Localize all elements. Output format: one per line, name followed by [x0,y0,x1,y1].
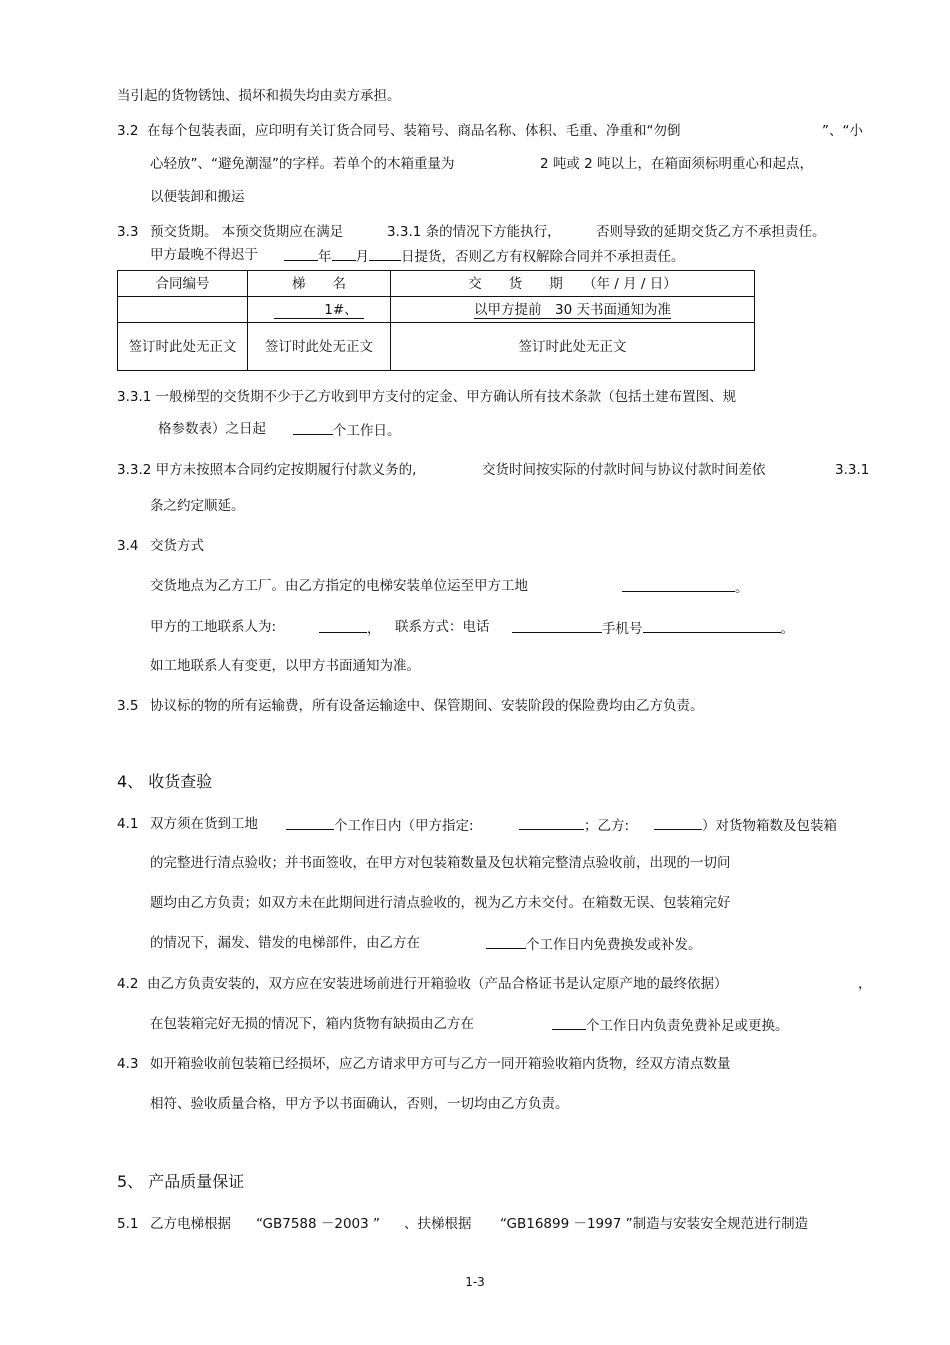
table-cell: 签订时此处无正文 [391,323,755,371]
party-b-blank[interactable] [654,815,702,830]
party-a-blank[interactable] [519,815,584,830]
section-heading: 4、 收货查验 [117,772,213,791]
table-header-cell: 梯 名 [248,271,391,297]
workdays-blank[interactable] [552,1015,586,1030]
paragraph-line: 个工作日内免费换发或补发。 [486,934,702,954]
paragraph-line: ， [319,618,381,638]
table-cell: 签订时此处无正文 [248,323,391,371]
clause-4-1: 4.1 [117,816,139,832]
site-address-blank[interactable] [622,577,735,592]
paragraph-line: 题均由乙方负责；如双方未在此期间进行清点验收的，视为乙方未交付。在箱数无误、包装箱完好 [150,895,731,911]
clause-4-2: 4.2 [117,976,139,992]
date-fields: 年 月 日提货，否则乙方有权解除合同并不承担责任。 [284,246,685,266]
table-cell [118,297,248,323]
paragraph-line: 个工作日。 [293,420,401,440]
day-blank[interactable] [369,246,401,261]
clause-3-4: 3.4 [117,538,139,554]
paragraph-line: 协议标的物的所有运输费，所有设备运输途中、保管期间、安装阶段的保险费均由乙方负责。 [150,698,704,714]
workdays-blank[interactable] [286,815,334,830]
paragraph-line: 乙方电梯根据 [150,1216,231,1232]
paragraph-line: 个工作日内（甲方指定: [286,815,474,835]
paragraph-line: 否则导致的延期交货乙方不承担责任。 [596,224,826,240]
paragraph-line: 2 吨或 2 吨以上，在箱面须标明重心和起点， [540,156,814,172]
delivery-table [117,270,755,371]
clause-3-3-2: 3.3.2 甲方未按照本合同约定按期履行付款义务的, [117,462,417,478]
paragraph-line: ）对货物箱数及包装箱 [654,815,837,835]
clause-number: 3.2 [117,123,139,139]
table-cell: 签订时此处无正文 [118,323,248,371]
clause-3-2-text: 在每个包装表面，应印明有关订货合同号、装箱号、商品名称、体积、毛重、净重和“勿倒 [147,123,681,139]
paragraph-line: “GB16899 －1997 ”制造与安装安全规范进行制造 [500,1216,809,1232]
paragraph-line: 当引起的货物锈蚀、损坏和损失均由卖方承担。 [117,88,401,104]
paragraph-line: 。 [622,577,749,597]
table-cell: 1#、 [248,297,391,323]
paragraph-line: 个工作日内负责免费补足或更换。 [552,1015,789,1035]
paragraph-line: 以便装卸和搬运 [150,189,245,205]
paragraph-line: 3.3.1 [835,462,870,478]
table-cell: 以甲方提前 30 天书面通知为准 [391,297,755,323]
table-row [118,297,755,323]
paragraph-line: ， [858,976,872,992]
paragraph-line: 、扶梯根据 [404,1216,472,1232]
table-header-cell: 合同编号 [118,271,248,297]
paragraph-line: 格参数表）之日起 [158,421,266,437]
paragraph-line: 3.3.1 条的情况下方能执行， [387,224,561,240]
paragraph-line: “GB7588 －2003 ” [256,1216,381,1232]
clause-3-3-1: 3.3.1 一般梯型的交货期不少于乙方收到甲方支付的定金、甲方确认所有技术条款（包括土建布置图、规 [117,389,737,405]
paragraph-line: 的完整进行清点验收；并书面签收，在甲方对包装箱数量及包状箱完整清点验收前，出现的一切问 [150,855,731,871]
workdays-blank[interactable] [486,934,526,949]
clause-3-2 [117,122,138,140]
paragraph-line: 预交货期。 本预交货期应在满足 [150,224,344,240]
paragraph-line: 交货时间按实际的付款时间与协议付款时间差依 [482,462,766,478]
paragraph-line: 的情况下，漏发、错发的电梯部件，由乙方在 [150,935,420,951]
paragraph-line: 心轻放”、“避免潮湿”的字样。若单个的木箱重量为 [150,156,455,172]
paragraph-line: 条之约定顺延。 [150,498,245,514]
contact-name-blank[interactable] [319,618,367,633]
clause-5-1: 5.1 [117,1216,139,1232]
paragraph-line: 联系方式：电话 [395,619,490,635]
table-header-row [118,271,755,297]
paragraph-line: 甲方的工地联系人为: [150,619,277,635]
paragraph-line: 如工地联系人有变更，以甲方书面通知为准。 [150,658,420,674]
year-blank[interactable] [284,246,318,261]
clause-3-5: 3.5 [117,698,139,714]
paragraph-line: 由乙方负责安装的，双方应在安装进场前进行开箱验收（产品合格证书是认定原产地的最终依据） [147,976,728,992]
clause-3-3: 3.3 [117,224,139,240]
phone-blank[interactable] [512,618,602,633]
paragraph-line: 甲方最晚不得迟于 [150,247,258,263]
paragraph-line: 交货地点为乙方工厂。由乙方指定的电梯安装单位运至甲方工地 [150,578,528,594]
paragraph-line: 交货方式 [150,538,204,554]
paragraph-line: 双方须在货到工地 [150,816,258,832]
workdays-blank[interactable] [293,420,333,435]
page-number: 1-3 [465,1275,485,1289]
paragraph-line: 手机号 。 [512,618,794,638]
month-blank[interactable] [332,246,356,261]
clause-3-2-text-end: ”、“小 [822,123,863,139]
paragraph-line: 相符、验收质量合格，甲方予以书面确认，否则，一切均由乙方负责。 [150,1096,569,1112]
table-header-cell: 交 货 期 （年 / 月 / 日） [391,271,755,297]
mobile-blank[interactable] [643,618,781,633]
table-row [118,323,755,371]
paragraph-line: ；乙方: [519,815,629,835]
section-heading: 5、 产品质量保证 [117,1172,245,1191]
clause-4-3: 4.3 [117,1056,139,1072]
paragraph-line: 在包装箱完好无损的情况下，箱内货物有缺损由乙方在 [150,1016,474,1032]
paragraph-line: 如开箱验收前包装箱已经损坏，应乙方请求甲方可与乙方一同开箱验收箱内货物，经双方清点数量 [150,1056,731,1072]
